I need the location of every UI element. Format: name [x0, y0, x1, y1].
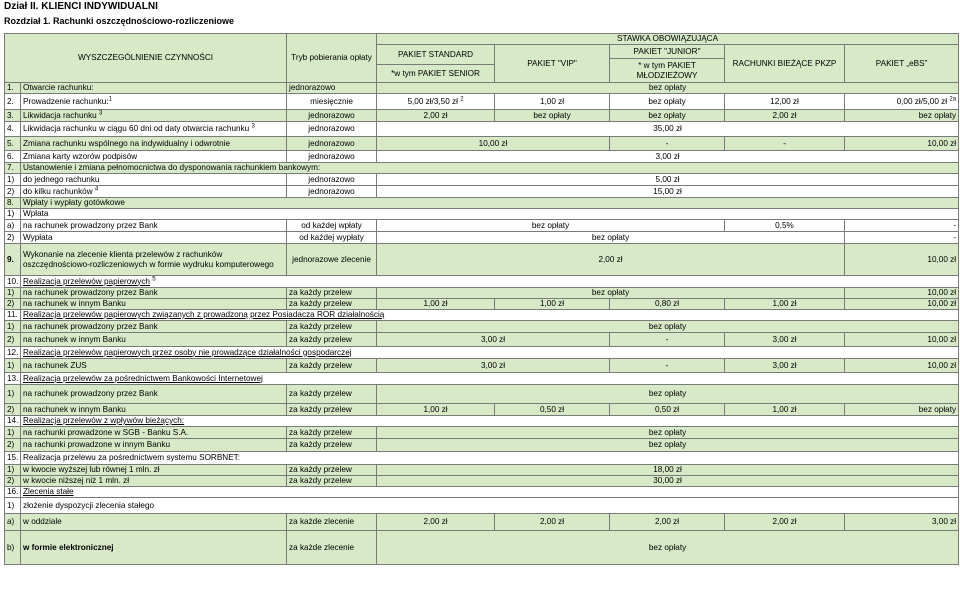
- table-row: [5, 198, 959, 209]
- row-label: Wpłata: [21, 209, 959, 220]
- row-number: 16.: [5, 487, 21, 498]
- value-pkzp: 0,5%: [725, 220, 845, 232]
- row-mode: od każdej wpłaty: [287, 220, 377, 232]
- row-mode: jednorazowo: [287, 137, 377, 151]
- row-value: 2,00 zł: [377, 244, 845, 276]
- row-label: na rachunek prowadzony przez Bank: [21, 321, 287, 333]
- row-mode: za każdy przelew: [287, 476, 377, 487]
- value-pkzp: 2,00 zł: [725, 110, 845, 122]
- table-row: [5, 359, 959, 373]
- row-label: Zmiana rachunku wspólnego na indywidualny i odwrotnie: [21, 137, 287, 151]
- table-row: [5, 83, 959, 94]
- table-row: [5, 276, 959, 288]
- row-label: Likwidacja rachunku w ciągu 60 dni od daty otwarcia rachunku $^3$: [21, 122, 287, 137]
- row-number: 13.: [5, 373, 21, 385]
- value-standard-vip: 3,00 zł: [377, 359, 610, 373]
- table-row: [5, 244, 959, 276]
- table-row: [5, 476, 959, 487]
- header-rate: STAWKA OBOWIĄZUJĄCA: [377, 34, 959, 45]
- row-label: do jednego rachunku: [21, 174, 287, 186]
- row-label: Wypłata: [21, 232, 287, 244]
- value-pkzp: 12,00 zł: [725, 94, 845, 110]
- value-pkzp: 3,00 zł: [725, 333, 845, 347]
- row-label: Realizacja przelewów papierowych związanych z prowadzoną przez Posiadacza ROR działalnością: [21, 310, 959, 321]
- row-number: 2): [5, 333, 21, 347]
- row-value: bez opłaty: [377, 427, 959, 439]
- row-value: 30,00 zł: [377, 476, 959, 487]
- row-label: Ustanowienie i zmiana pełnomocnictwa do dysponowania rachunkiem bankowym:: [21, 163, 959, 174]
- table-row: [5, 439, 959, 452]
- row-number: 1): [5, 427, 21, 439]
- header-vip: PAKIET "VIP": [495, 45, 610, 83]
- table-row: [5, 333, 959, 347]
- row-number: 1): [5, 465, 21, 476]
- row-mode: jednorazowo: [287, 110, 377, 122]
- row-label: Zmiana karty wzorów podpisów: [21, 151, 287, 163]
- row-mode: za każdy przelew: [287, 465, 377, 476]
- row-number: 7.: [5, 163, 21, 174]
- value-ebs: 10,00 zł: [845, 137, 959, 151]
- row-mode: za każde zlecenie: [287, 531, 377, 565]
- row-number: b): [5, 531, 21, 565]
- row-number: 12.: [5, 347, 21, 359]
- table-row: [5, 514, 959, 531]
- table-row: [5, 220, 959, 232]
- header-senior: *w tym PAKIET SENIOR: [377, 65, 495, 83]
- row-mode: za każdy przelew: [287, 427, 377, 439]
- table-row: [5, 186, 959, 198]
- row-value: 15,00 zł: [377, 186, 959, 198]
- row-number: a): [5, 514, 21, 531]
- row-number: 2.: [5, 94, 21, 110]
- header-mode: Tryb pobierania opłaty: [287, 34, 377, 83]
- row-label: do kilku rachunków $^4$: [21, 186, 287, 198]
- table-row: [5, 299, 959, 310]
- row-value: bez opłaty: [377, 83, 959, 94]
- row-value: 3,00 zł: [377, 151, 959, 163]
- table-row: [5, 151, 959, 163]
- row-label: w formie elektronicznej: [21, 531, 287, 565]
- value-vip: 0,50 zł: [495, 404, 610, 416]
- value-standard: 1,00 zł: [377, 404, 495, 416]
- header-ebs: PAKIET „eBS”: [845, 45, 959, 83]
- section-title: Dział II. KLIENCI INDYWIDUALNI: [4, 1, 158, 12]
- row-number: 4.: [5, 122, 21, 137]
- row-number: 10.: [5, 276, 21, 288]
- row-number: 6.: [5, 151, 21, 163]
- row-mode: za każdy przelew: [287, 299, 377, 310]
- table-row: [5, 122, 959, 137]
- table-row: [5, 232, 959, 244]
- value-ebs: 10,00 zł: [845, 244, 959, 276]
- row-number: 2): [5, 404, 21, 416]
- row-value: bez opłaty: [377, 439, 959, 452]
- table-row: [5, 110, 959, 122]
- row-mode: za każdy przelew: [287, 385, 377, 404]
- header-activities: WYSZCZEGÓLNIENIE CZYNNOŚCI: [5, 34, 287, 83]
- row-label: na rachunek prowadzony przez Bank: [21, 288, 287, 299]
- row-number: 3.: [5, 110, 21, 122]
- row-mode: jednorazowo: [287, 122, 377, 137]
- value-ebs: -: [845, 232, 959, 244]
- row-number: 15.: [5, 452, 21, 465]
- value-vip: 1,00 zł: [495, 299, 610, 310]
- value-ebs: 10,00 zł: [845, 299, 959, 310]
- table-row: [5, 347, 959, 359]
- row-mode: za każdy przelew: [287, 404, 377, 416]
- row-value: 18,00 zł: [377, 465, 959, 476]
- row-mode: za każdy przelew: [287, 288, 377, 299]
- table-row: [5, 465, 959, 476]
- table-row: [5, 416, 959, 427]
- row-label: na rachunki prowadzone w SGB - Banku S.A.: [21, 427, 287, 439]
- row-label: Realizacja przelewów papierowych przez osoby nie prowadzące działalności gospodarczej: [21, 347, 959, 359]
- row-label: na rachunek w innym Banku: [21, 333, 287, 347]
- table-row: [5, 404, 959, 416]
- row-label: na rachunki prowadzone w innym Banku: [21, 439, 287, 452]
- row-mode: jednorazowo: [287, 83, 377, 94]
- value-standard: 1,00 zł: [377, 299, 495, 310]
- value-ebs: 3,00 zł: [845, 514, 959, 531]
- value-ebs: 10,00 zł: [845, 333, 959, 347]
- table-row: [5, 163, 959, 174]
- row-label: Prowadzenie rachunku:$^1$: [21, 94, 287, 110]
- value-standard-vip: 3,00 zł: [377, 333, 610, 347]
- row-number: 1.: [5, 83, 21, 94]
- row-mode: jednorazowo: [287, 151, 377, 163]
- row-label: na rachunek prowadzony przez Bank: [21, 220, 287, 232]
- value-vip: bez opłaty: [495, 110, 610, 122]
- row-number: 2): [5, 232, 21, 244]
- row-number: 2): [5, 186, 21, 198]
- table-row: [5, 373, 959, 385]
- row-label: na rachunek ZUS: [21, 359, 287, 373]
- value-junior: 2,00 zł: [610, 514, 725, 531]
- value-ebs: bez opłaty: [845, 404, 959, 416]
- row-label: na rachunek prowadzony przez Bank: [21, 385, 287, 404]
- value-pkzp: 1,00 zł: [725, 404, 845, 416]
- row-number: 1): [5, 174, 21, 186]
- row-value: 5,00 zł: [377, 174, 959, 186]
- row-number: 8.: [5, 198, 21, 209]
- value-pkzp: -: [725, 137, 845, 151]
- row-number: 2): [5, 299, 21, 310]
- value-ebs: bez opłaty: [845, 110, 959, 122]
- row-number: 5.: [5, 137, 21, 151]
- row-mode: od każdej wypłaty: [287, 232, 377, 244]
- table-row: [5, 321, 959, 333]
- row-mode: za każdy przelew: [287, 333, 377, 347]
- row-number: 1): [5, 498, 21, 514]
- value-standard: 2,00 zł: [377, 514, 495, 531]
- row-value: bez opłaty: [377, 288, 845, 299]
- value-pkzp: 3,00 zł: [725, 359, 845, 373]
- value-ebs: 10,00 zł: [845, 359, 959, 373]
- value-ebs: -: [845, 220, 959, 232]
- header-standard: PAKIET STANDARD: [377, 45, 495, 65]
- row-label: Likwidacja rachunku $^3$: [21, 110, 287, 122]
- row-label: w oddziale: [21, 514, 287, 531]
- table-row: [5, 209, 959, 220]
- row-number: 14.: [5, 416, 21, 427]
- header-pkzp: RACHUNKI BIEŻĄCE PKZP: [725, 45, 845, 83]
- row-mode: za każde zlecenie: [287, 514, 377, 531]
- row-value: bez opłaty: [377, 531, 959, 565]
- row-mode: za każdy przelew: [287, 359, 377, 373]
- row-label: Otwarcie rachunku:: [21, 83, 287, 94]
- table-row: [5, 427, 959, 439]
- row-label: Wykonanie na zlecenie klienta przelewów z rachunków oszczędnościowo-rozliczeniowych w formie wydruku komputerowego: [21, 244, 287, 276]
- row-number: 1): [5, 321, 21, 333]
- value-junior: -: [610, 333, 725, 347]
- value-junior: 0,80 zł: [610, 299, 725, 310]
- row-value: bez opłaty: [377, 385, 959, 404]
- fee-table: [4, 33, 959, 565]
- value-standard-vip: 10,00 zł: [377, 137, 610, 151]
- row-number: 2): [5, 439, 21, 452]
- value-vip: 1,00 zł: [495, 94, 610, 110]
- table-row: [5, 452, 959, 465]
- value-junior: bez opłaty: [610, 94, 725, 110]
- value-pkzp: 2,00 zł: [725, 514, 845, 531]
- table-row: [5, 94, 959, 110]
- row-value: 35,00 zł: [377, 122, 959, 137]
- row-label: na rachunek w innym Banku: [21, 404, 287, 416]
- row-label: Zlecenia stałe: [21, 487, 959, 498]
- table-row: [5, 174, 959, 186]
- value-standard: 2,00 zł: [377, 110, 495, 122]
- row-label: w kwocie wyższej lub równej 1 mln. zł: [21, 465, 287, 476]
- value-ebs: 0,00 zł/5,00 zł $^{2a}$: [845, 94, 959, 110]
- row-mode: za każdy przelew: [287, 439, 377, 452]
- table-row: [5, 137, 959, 151]
- row-value: bez opłaty: [377, 321, 959, 333]
- table-row: [5, 288, 959, 299]
- table-row: [5, 385, 959, 404]
- row-label: Realizacja przelewów za pośrednictwem Bankowości Internetowej: [21, 373, 959, 385]
- row-number: a): [5, 220, 21, 232]
- row-label: Realizacja przelewów z wpływów bieżących:: [21, 416, 959, 427]
- row-label: złożenie dyspozycji zlecenia stałego: [21, 498, 959, 514]
- chapter-title: Rozdział 1. Rachunki oszczędnościowo-rozliczeniowe: [4, 16, 235, 26]
- row-value: bez opłaty: [377, 220, 725, 232]
- row-label: w kwocie niższej niż 1 mln. zł: [21, 476, 287, 487]
- header-mlodziezowy: * w tym PAKIET MŁODZIEŻOWY: [610, 59, 725, 83]
- value-junior: -: [610, 137, 725, 151]
- row-number: 1): [5, 359, 21, 373]
- row-mode: jednorazowo: [287, 186, 377, 198]
- row-number: 11.: [5, 310, 21, 321]
- row-mode: jednorazowe zlecenie: [287, 244, 377, 276]
- row-value: bez opłaty: [377, 232, 845, 244]
- table-row: [5, 531, 959, 565]
- row-mode: miesięcznie: [287, 94, 377, 110]
- row-number: 9.: [5, 244, 21, 276]
- value-junior: bez opłaty: [610, 110, 725, 122]
- row-number: 1): [5, 385, 21, 404]
- row-number: 2): [5, 476, 21, 487]
- value-junior: 0,50 zł: [610, 404, 725, 416]
- row-number: 1): [5, 288, 21, 299]
- table-row: [5, 498, 959, 514]
- value-pkzp: 1,00 zł: [725, 299, 845, 310]
- row-mode: za każdy przelew: [287, 321, 377, 333]
- row-label: Wpłaty i wypłaty gotówkowe: [21, 198, 959, 209]
- value-standard: 5,00 zł/3,50 zł $^2$: [377, 94, 495, 110]
- row-label: Realizacja przelewu za pośrednictwem systemu SORBNET:: [21, 452, 959, 465]
- value-junior: -: [610, 359, 725, 373]
- table-row: [5, 310, 959, 321]
- header-junior: PAKIET "JUNIOR": [610, 45, 725, 59]
- table-row: [5, 487, 959, 498]
- row-label: na rachunek w innym Banku: [21, 299, 287, 310]
- row-number: 1): [5, 209, 21, 220]
- value-vip: 2,00 zł: [495, 514, 610, 531]
- row-label: Realizacja przelewów papierowych $^5$: [21, 276, 959, 288]
- value-ebs: 10,00 zł: [845, 288, 959, 299]
- row-mode: jednorazowo: [287, 174, 377, 186]
